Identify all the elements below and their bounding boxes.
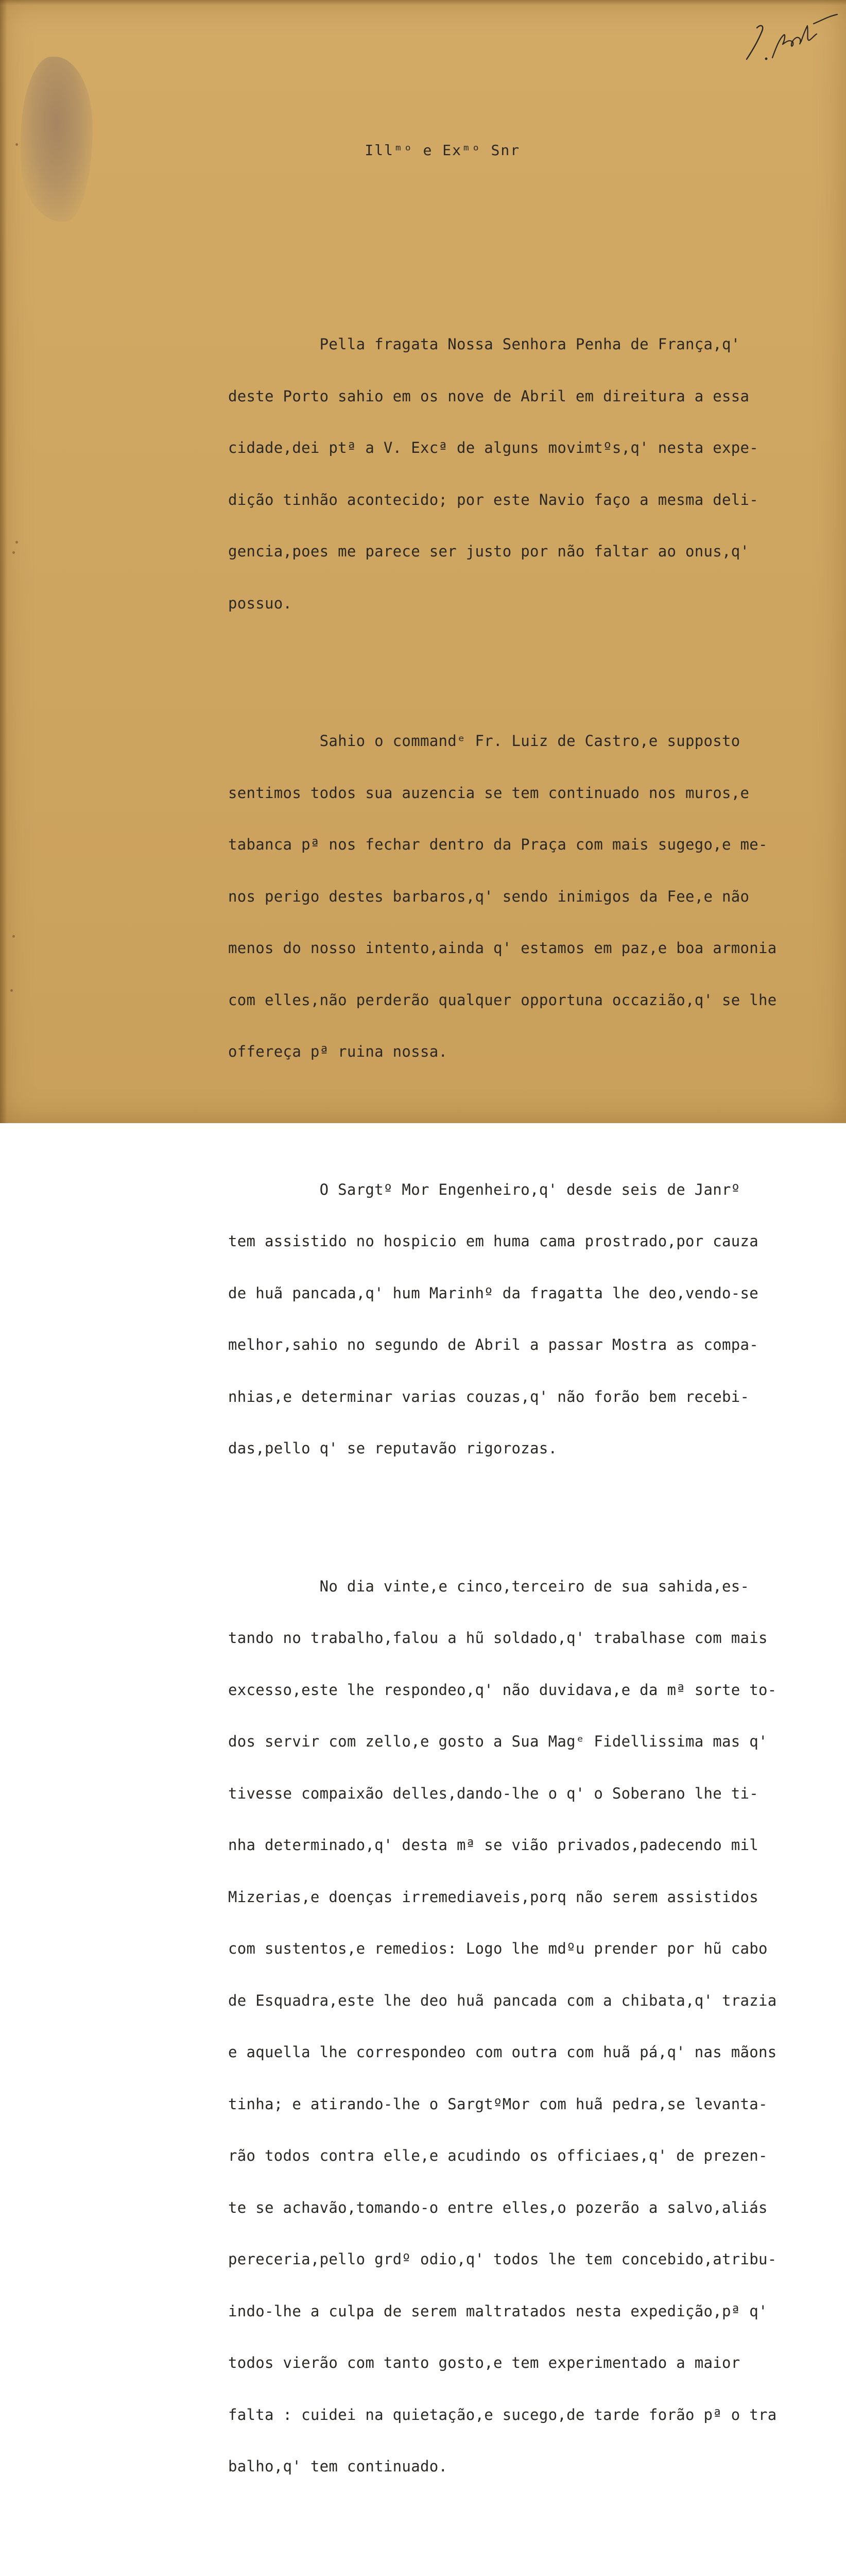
text-line: nha determinado,q' desta mª se vião privados,padecendo mil xyxy=(228,1837,836,1854)
letter-body xyxy=(228,267,836,2576)
text-line: falta : cuidei na quietação,e sucego,de tarde forão pª o tra xyxy=(228,2406,836,2424)
text-line: todos vierão com tanto gosto,e tem experimentado a maior xyxy=(228,2354,836,2372)
text-line: Sahio o commandᵉ Fr. Luiz de Castro,e supposto xyxy=(228,733,836,750)
handwritten-signature xyxy=(736,10,839,67)
paragraph-3 xyxy=(228,1147,836,1492)
salutation-text: Illᵐᵒ e Exᵐᵒ Snr xyxy=(365,142,520,159)
text-line: sentimos todos sua auzencia se tem continuado nos muros,e xyxy=(228,785,836,802)
text-line: menos do nosso intento,ainda q' estamos em paz,e boa armonia xyxy=(228,940,836,957)
text-line: te se achavão,tomando-o entre elles,o pozerão a salvo,aliás xyxy=(228,2199,836,2217)
text-line: tando no trabalho,falou a hũ soldado,q' trabalhase com mais xyxy=(228,1630,836,1647)
paragraph-2 xyxy=(228,698,836,1095)
binding-hole xyxy=(12,551,15,554)
paragraph-5 xyxy=(228,2562,836,2576)
text-line: melhor,sahio no segundo de Abril a passar Mostra as compa- xyxy=(228,1336,836,1354)
text-line: deste Porto sahio em os nove de Abril em direitura a essa xyxy=(228,388,836,405)
text-line: com sustentos,e remedios: Logo lhe mdºu prender por hũ cabo xyxy=(228,1940,836,1958)
text-line: nos perigo destes barbaros,q' sendo inimigos da Fee,e não xyxy=(228,888,836,906)
paper-top-shadow xyxy=(0,0,846,5)
text-line: tinha; e atirando-lhe o SargtºMor com huã pedra,se levanta- xyxy=(228,2096,836,2113)
text-line: Mizerias,e doenças irremediaveis,porq não serem assistidos xyxy=(228,1889,836,1906)
text-line: e aquella lhe correspondeo com outra com huã pá,q' nas mãons xyxy=(228,2044,836,2061)
text-line: dos servir com zello,e gosto a Sua Magᵉ Fidellissima mas q' xyxy=(228,1733,836,1751)
text-line: Pella fragata Nossa Senhora Penha de França,q' xyxy=(228,336,836,353)
text-line: tivesse compaixão delles,dando-lhe o q' o Soberano lhe ti- xyxy=(228,1785,836,1803)
text-line: pereceria,pello grdº odio,q' todos lhe tem concebido,atribu- xyxy=(228,2251,836,2268)
document-page xyxy=(0,0,846,1123)
text-line: tem assistido no hospicio em huma cama prostrado,por cauza xyxy=(228,1233,836,1250)
text-line: dição tinhão acontecido; por este Navio faço a mesma deli- xyxy=(228,492,836,509)
paragraph-4 xyxy=(228,1544,836,2510)
text-line: excesso,este lhe respondeo,q' não duvidava,e da mª sorte to- xyxy=(228,1682,836,1699)
text-line: nhias,e determinar varias couzas,q' não forão bem recebi- xyxy=(228,1388,836,1406)
binding-hole xyxy=(15,541,18,544)
text-line: com elles,não perderão qualquer opportuna occazião,q' se lhe xyxy=(228,992,836,1009)
salutation-heading xyxy=(0,125,846,176)
text-line: rão todos contra elle,e acudindo os officiaes,q' de prezen- xyxy=(228,2147,836,2165)
text-line: O Sargtº Mor Engenheiro,q' desde seis de Janrº xyxy=(228,1181,836,1199)
text-line: de Esquadra,este lhe deo huã pancada com a chibata,q' trazia xyxy=(228,1992,836,2010)
binding-hole xyxy=(12,935,15,938)
text-line: cidade,dei ptª a V. Excª de alguns movimtºs,q' nesta expe- xyxy=(228,439,836,457)
text-line: possuo. xyxy=(228,595,836,613)
text-line: offereça pª ruina nossa. xyxy=(228,1043,836,1061)
text-line: de huã pancada,q' hum Marinhº da fragatta lhe deo,vendo-se xyxy=(228,1285,836,1302)
binding-hole xyxy=(10,989,13,992)
text-line: tabanca pª nos fechar dentro da Praça com mais sugego,e me- xyxy=(228,836,836,854)
text-line: das,pello q' se reputavão rigorozas. xyxy=(228,1440,836,1458)
text-line: No dia vinte,e cinco,terceiro de sua sahida,es- xyxy=(228,1578,836,1596)
paragraph-1 xyxy=(228,301,836,647)
text-line: indo-lhe a culpa de serem maltratados nesta expedição,pª q' xyxy=(228,2303,836,2320)
text-line: gencia,poes me parece ser justo por não faltar ao onus,q' xyxy=(228,543,836,561)
text-line: balho,q' tem continuado. xyxy=(228,2458,836,2476)
